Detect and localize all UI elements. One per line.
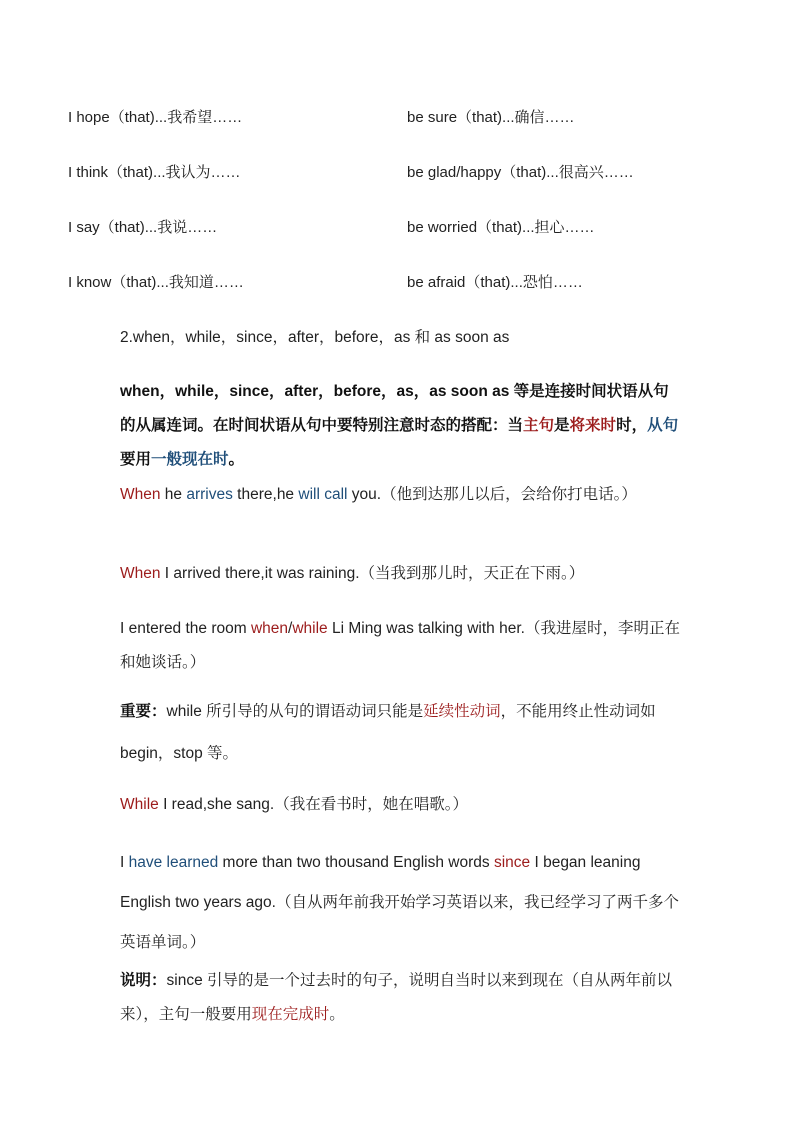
ex3-slash: / (288, 620, 293, 637)
ex1-text-2: there,he (232, 486, 299, 503)
phrase-i-think: I think（that)...我认为…… (68, 164, 241, 181)
ex1-will-call: will call (298, 486, 348, 503)
rule-end: 。 (228, 451, 245, 468)
rule-sub-clause: 从句 (647, 417, 679, 434)
note2-end: 。 (329, 1006, 345, 1023)
ex4-text-1: I read,she sang.（我在看书时，她在唱歌。） (158, 796, 468, 813)
phrase-i-know: I know（that)...我知道…… (68, 274, 244, 291)
rule-use: 要用 (120, 451, 152, 468)
note1-durative-verb: 延续性动词 (423, 703, 501, 720)
phrase-row-3 (68, 213, 748, 243)
rule-present-tense: 一般现在时 (151, 451, 229, 468)
example-1 (120, 478, 680, 512)
phrase-row-2 (68, 158, 748, 188)
example-3 (120, 612, 680, 680)
note-explanation-label: 说明： (120, 972, 167, 989)
ex5-text-1: more than two thousand English words (218, 854, 494, 871)
note-explanation (120, 964, 680, 1032)
phrase-i-hope: I hope（that)...我希望…… (68, 109, 243, 126)
note1-text-1: while 所引导的从句的谓语动词只能是 (166, 703, 424, 720)
ex1-arrives: arrives (186, 486, 233, 503)
ex4-while: While (120, 796, 159, 813)
phrase-be-sure: be sure（that)...确信…… (407, 109, 575, 126)
note1-text-2: ，不能用终止性动词如 begin，stop 等。 (120, 703, 656, 762)
note-important-label: 重要： (120, 703, 167, 720)
phrase-row-4 (68, 268, 748, 298)
rule-text-1: when，while，since，after，before，as，as soon as 等是连接时间状语从句的从属连词。在时间状语从句中要特别注意时态的搭配：当 (120, 383, 669, 434)
ex1-text-1: he (160, 486, 187, 503)
phrase-i-say: I say（that)...我说…… (68, 219, 218, 236)
ex5-text-2: I began leaning English two years ago.（自从两年前我开始学习英语以来，我已经学习了两千多个英语单词。） (120, 854, 679, 951)
ex3-when: when (250, 620, 289, 637)
phrase-be-glad: be glad/happy（that)...很高兴…… (407, 164, 634, 181)
ex3-text-0: I entered the room (120, 620, 251, 637)
ex3-text-1: Li Ming was talking with her.（我进屋时，李明正在和她谈话。） (120, 620, 680, 671)
rule-when-sep: 时， (616, 417, 648, 434)
phrase-be-afraid: be afraid（that)...恐怕…… (407, 274, 583, 291)
example-5 (120, 843, 680, 963)
phrase-be-worried: be worried（that)...担心…… (407, 219, 595, 236)
section-heading-text: 2.when，while，since，after，before，as 和 as soon as (120, 329, 510, 346)
note2-present-perfect: 现在完成时 (251, 1006, 330, 1023)
rule-main-clause: 主句 (523, 417, 555, 434)
ex2-text-1: I arrived there,it was raining.（当我到那儿时，天正在下雨。） (160, 565, 585, 582)
ex1-text-3: you.（他到达那儿以后，会给你打电话。） (347, 486, 637, 503)
example-4 (120, 788, 680, 822)
note2-text-1: since 引导的是一个过去时的句子，说明自当时以来到现在（自从两年前以来），主句一般要用 (120, 972, 673, 1023)
ex5-have-learned: have learned (128, 854, 219, 871)
example-2 (120, 557, 680, 591)
ex3-while: while (292, 620, 328, 637)
ex1-when: When (120, 486, 161, 503)
rule-future-tense: 将来时 (569, 417, 617, 434)
ex5-text-0: I (120, 854, 129, 871)
ex2-when: When (120, 565, 161, 582)
ex5-since: since (493, 854, 531, 871)
note-important (120, 691, 680, 775)
rule-is: 是 (554, 417, 570, 434)
phrase-row-1 (68, 103, 748, 133)
rule-paragraph (120, 375, 680, 477)
section-heading (120, 321, 680, 355)
